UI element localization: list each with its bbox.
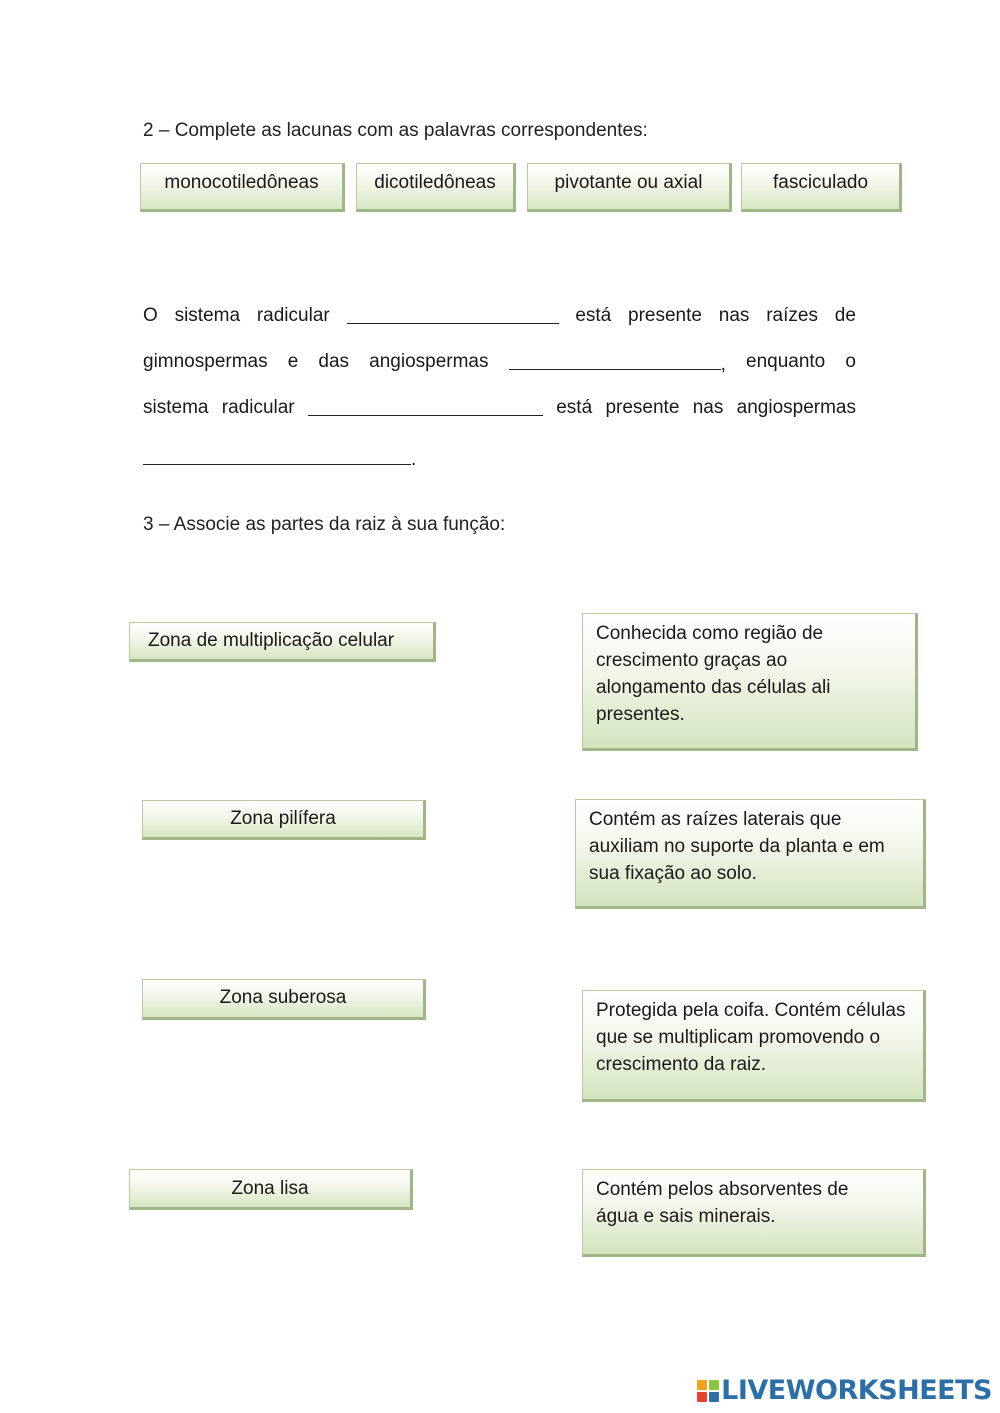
comma: , — [720, 354, 726, 375]
word: está — [575, 305, 612, 326]
word: nas — [692, 397, 724, 418]
part-zona-suberosa[interactable]: Zona suberosa — [142, 979, 426, 1020]
logo-square — [697, 1392, 707, 1402]
word: das — [318, 351, 350, 372]
blank-2[interactable] — [509, 351, 721, 370]
blank-3[interactable] — [308, 397, 543, 416]
paragraph-line-1 — [143, 305, 856, 327]
logo-square — [709, 1392, 719, 1402]
logo-mark-icon — [697, 1380, 719, 1402]
logo-square — [697, 1380, 707, 1390]
liveworksheets-logo — [697, 1375, 992, 1406]
question-2-title: 2 – Complete as lacunas com as palavras correspondentes: — [143, 120, 648, 141]
question-3-title: 3 – Associe as partes da raiz à sua função: — [143, 514, 506, 535]
word: radicular — [221, 397, 295, 418]
word-option-dicotiledoneas[interactable]: dicotiledôneas — [356, 163, 516, 212]
word: gimnospermas — [143, 351, 268, 372]
word: presente — [628, 305, 702, 326]
logo-text: LIVEWORKSHEETS — [721, 1375, 992, 1406]
period: . — [411, 449, 417, 470]
paragraph-line-2 — [143, 351, 856, 376]
paragraph-line-4 — [143, 446, 416, 471]
blank-1[interactable] — [347, 305, 559, 324]
word-option-monocotiledoneas[interactable]: monocotiledôneas — [140, 163, 345, 212]
word: de — [834, 305, 856, 326]
word: sistema — [174, 305, 241, 326]
blank-4[interactable] — [143, 446, 411, 465]
word: angiospermas — [736, 397, 856, 418]
part-zona-pilifera[interactable]: Zona pilífera — [142, 800, 426, 840]
word: angiospermas — [369, 351, 489, 372]
paragraph-line-3 — [143, 397, 856, 419]
function-box-4[interactable]: Contém pelos absorventes de água e sais minerais. — [582, 1169, 926, 1257]
word: está — [556, 397, 593, 418]
word: O — [143, 305, 158, 326]
part-zona-lisa[interactable]: Zona lisa — [129, 1169, 413, 1210]
word-option-fasciculado[interactable]: fasciculado — [741, 163, 902, 212]
function-box-1[interactable]: Conhecida como região de crescimento graças ao alongamento das células ali presentes. — [582, 613, 918, 751]
word: o — [845, 351, 856, 372]
word: raízes — [766, 305, 818, 326]
word: sistema — [143, 397, 209, 418]
logo-square — [709, 1380, 719, 1390]
word: e — [287, 351, 299, 372]
word: radicular — [256, 305, 330, 326]
function-box-3[interactable]: Protegida pela coifa. Contém células que se multiplicam promovendo o crescimento da raiz. — [582, 990, 926, 1102]
function-box-2[interactable]: Contém as raízes laterais que auxiliam no suporte da planta e em sua fixação ao solo. — [575, 799, 926, 909]
part-zona-multiplicacao[interactable]: Zona de multiplicação celular — [129, 622, 436, 662]
word: nas — [718, 305, 750, 326]
word-option-pivotante[interactable]: pivotante ou axial — [527, 163, 732, 212]
word: enquanto — [746, 351, 826, 372]
word: presente — [605, 397, 680, 418]
